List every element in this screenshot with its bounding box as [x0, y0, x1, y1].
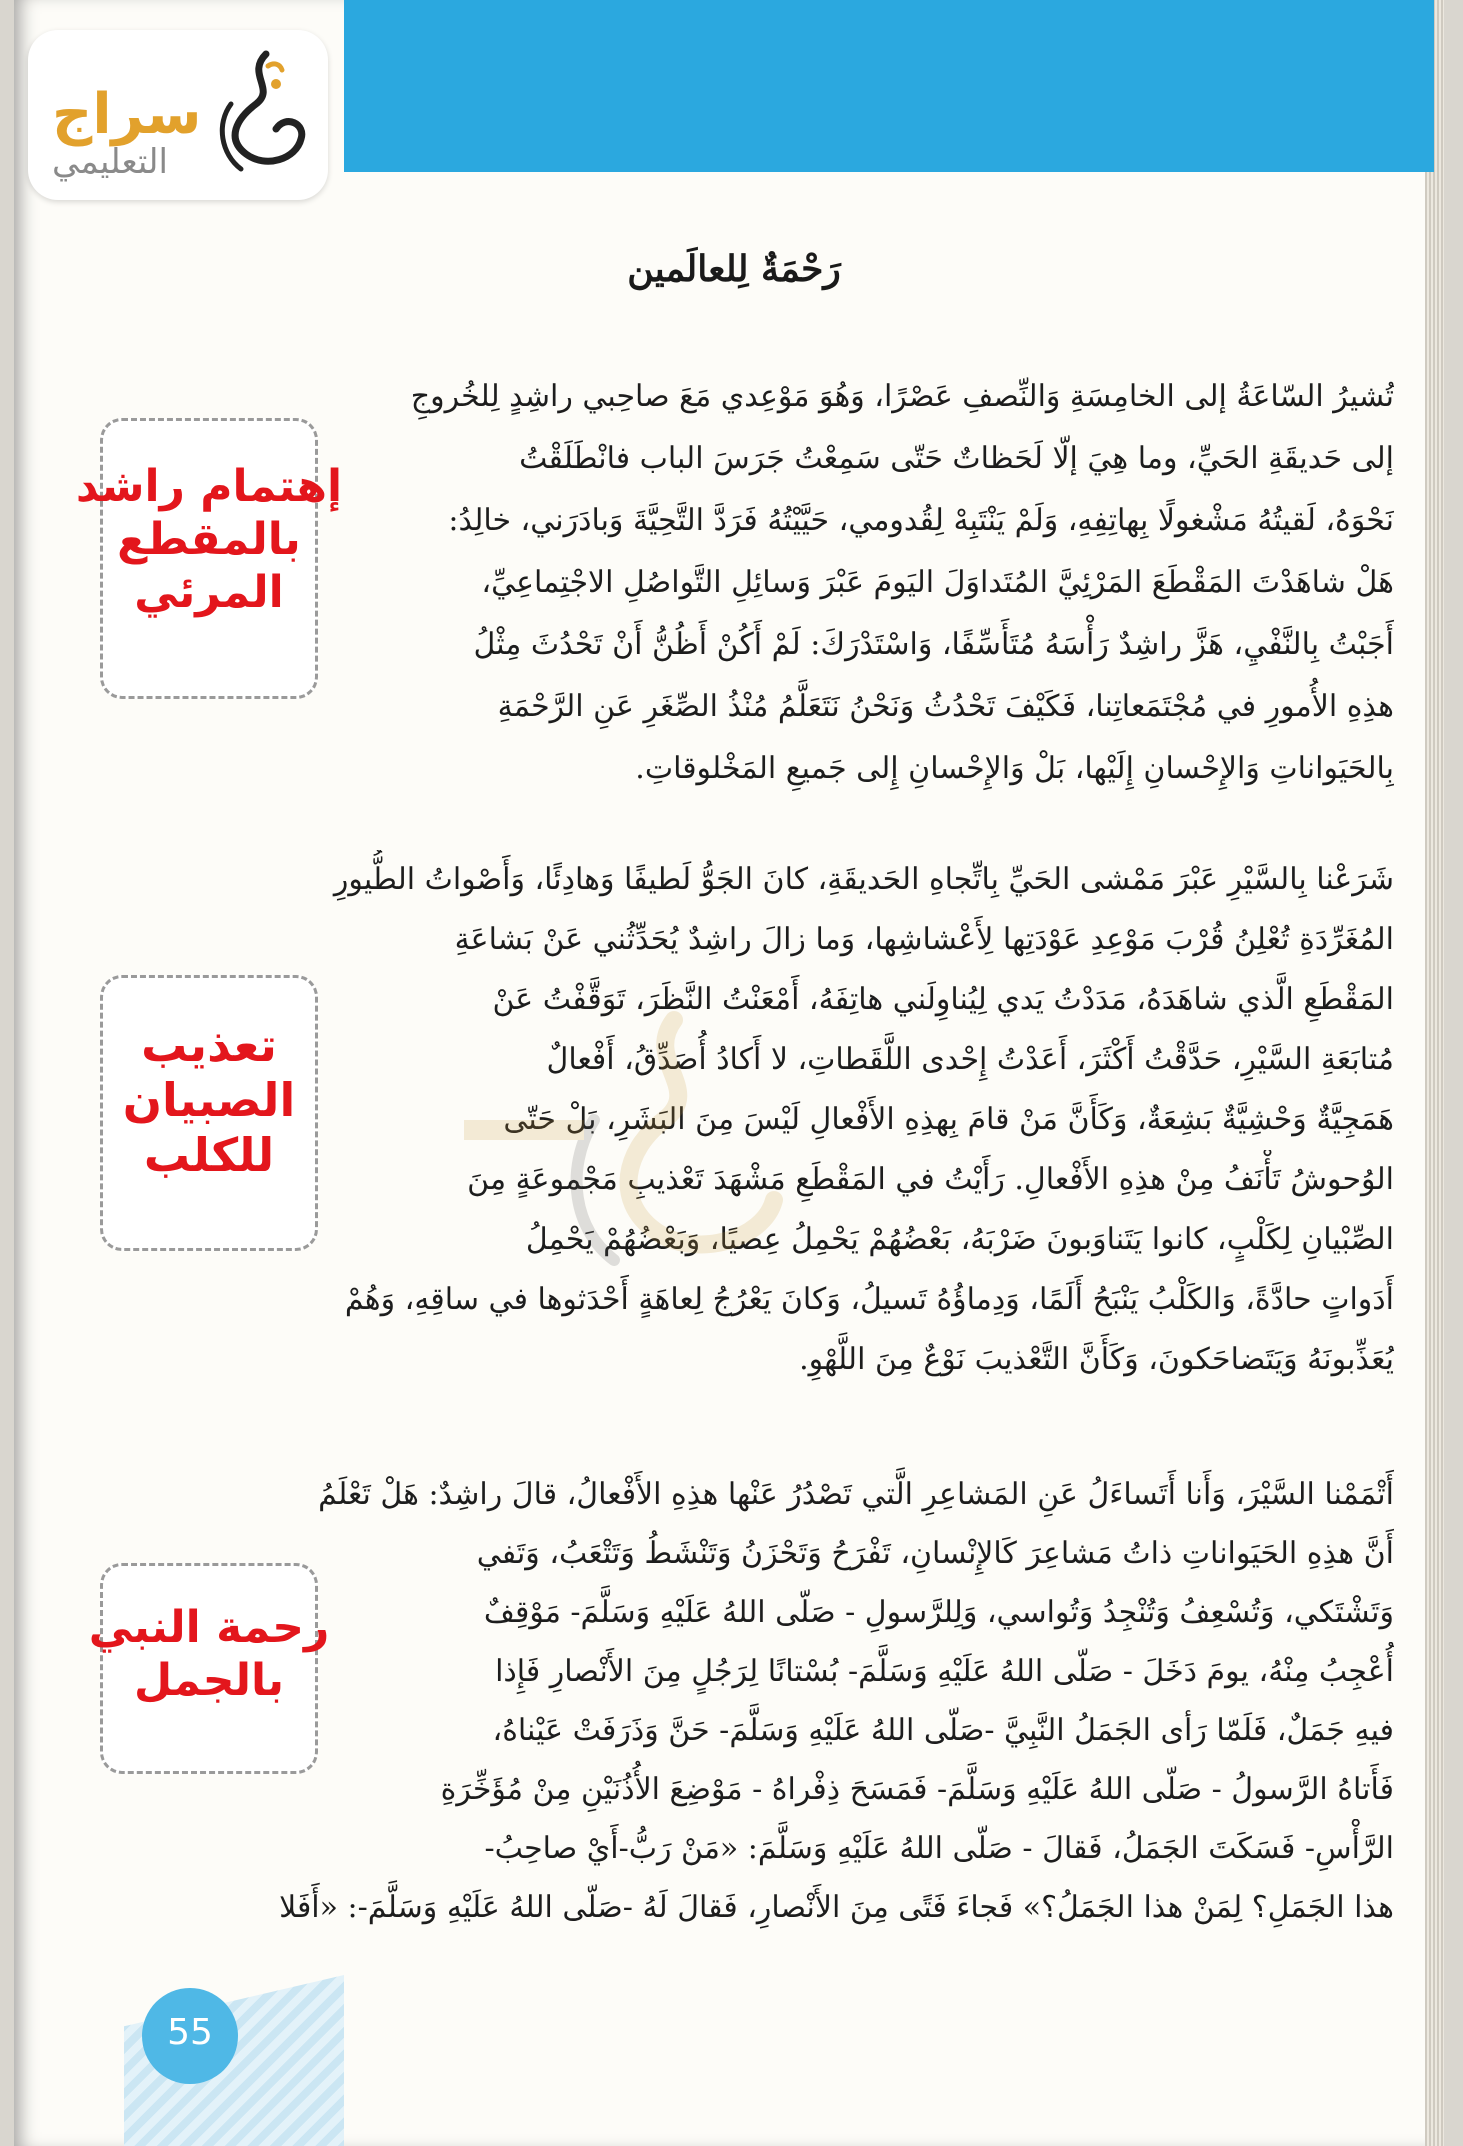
paragraph-3: [164, 1465, 1394, 1937]
paragraph-line: هذا الجَمَلِ؟ لِمَنْ هذا الجَمَلُ؟» فَجاءَ فَتًى مِنَ الأَنْصارِ، فَقالَ لَهُ -صَلّى اللهُ عَلَيْهِ وَسَلَّمَ-: «أَفَلا: [279, 1890, 1394, 1925]
page-number-badge: [142, 1988, 238, 2084]
paragraph-line: هذِهِ الأُمورِ في مُجْتَمَعاتِنا، فَكَيْفَ تَحْدُثُ وَنَحْنُ نَتَعَلَّمُ مُنْذُ الصِّغَرِ عَنِ الرَّحْمَةِ: [497, 689, 1394, 724]
logo-subtitle: التعليمي: [52, 142, 168, 182]
paragraph-line: أَدَواتٍ حادَّةً، وَالكَلْبُ يَنْبَحُ أَلَمًا، وَدِماؤُهُ تَسيلُ، وَكانَ يَعْرُجُ لِعاهَةٍ أَحْدَثوها في ساقِهِ، وَهُمْ: [344, 1282, 1394, 1317]
paragraph-line: المُغَرِّدَةِ تُعْلِنُ قُرْبَ مَوْعِدِ عَوْدَتِها لِأَعْشاشِها، وَما زالَ راشِدٌ يُحَدِّثُني عَنْ بَشاعَةِ: [454, 922, 1394, 957]
side-note-rashid-interest: [75, 418, 343, 699]
side-note-line: المرئي: [134, 566, 284, 618]
paragraph-line: إلى حَديقَةِ الحَيِّ، وما هِيَ إلّا لَحَظاتٌ حَتّى سَمِعْتُ جَرَسَ الباب فانْطَلَقْتُ: [519, 441, 1394, 476]
paragraph-line: الصِّبْيانِ لِكَلْبٍ، كانوا يَتَناوَبونَ ضَرْبَهُ، بَعْضُهُمْ يَحْمِلُ عِصيًا، وَبَعْضُهُمْ يَحْمِلُ: [525, 1222, 1394, 1257]
paragraph-line: وَتَشْتَكي، وَتُسْعِفُ وَتُنْجِدُ وَتُواسي، وَلِلرَّسولِ - صَلّى اللهُ عَلَيْهِ وَسَلَّمَ- مَوْقِفٌ: [483, 1595, 1394, 1630]
paragraph-line: الرَّأْسِ- فَسَكَتَ الجَمَلُ، فَقالَ - صَلّى اللهُ عَلَيْهِ وَسَلَّمَ: «مَنْ رَبُّ-أَيْ صاحِبُ-: [484, 1831, 1394, 1866]
paragraph-line: أَنَّ هذِهِ الحَيَواناتِ ذاتُ مَشاعِرَ كَالإِنْسانِ، تَفْرَحُ وَتَحْزَنُ وَتَنْشَطُ وَتَتْعَبُ، وَتَفي: [476, 1536, 1394, 1571]
paragraph-2: [204, 850, 1394, 1390]
paragraph-line: أَتْمَمْنا السَّيْرَ، وَأَنا أَتَساءَلُ عَنِ المَشاعِرِ الَّتي تَصْدُرُ عَنْها هذِهِ الأَفْعالُ، قالَ راشِدٌ: هَلْ تَعْلَمُ: [318, 1477, 1394, 1512]
paragraph-line: أُعْجِبُ مِنْهُ، يومَ دَخَلَ - صَلّى اللهُ عَلَيْهِ وَسَلَّمَ- بُسْتانًا لِرَجُلٍ مِنَ الأَنْصارِ فَإِذا: [495, 1654, 1394, 1689]
paragraph-line: هَمَجِيَّةٌ وَحْشِيَّةٌ بَشِعَةٌ، وَكَأَنَّ مَنْ قامَ بِهذِهِ الأَفْعالِ لَيْسَ مِنَ البَشَرِ، بَلْ حَتّى: [503, 1102, 1394, 1137]
paragraph-line: أَجَبْتُ بِالنَّفْيِ، هَزَّ راشِدٌ رَأْسَهُ مُتَأَسِّفًا، وَاسْتَدْرَكَ: لَمْ أَكُنْ أَظُنُّ أَنْ تَحْدُثَ مِثْلُ: [473, 627, 1394, 662]
side-note-text: [73, 1602, 345, 1708]
side-note-prophet-camel: [88, 1563, 330, 1774]
paragraph-line: مُتابَعَةِ السَّيْرِ، حَدَّقْتُ أَكْثَرَ، أَعَدْتُ إِحْدى اللَّقَطاتِ، لا أَكادُ أُصَدِّقُ، أَفْعالٌ: [546, 1042, 1394, 1077]
paragraph-line: فَأَتاهُ الرَّسولُ - صَلّى اللهُ عَلَيْهِ وَسَلَّمَ- فَمَسَحَ ذِفْراهُ - مَوْضِعَ الأُذُنَيْنِ مِنْ مُؤَخِّرَةِ: [440, 1772, 1394, 1807]
side-note-line: الصبيان: [122, 1073, 296, 1128]
paragraph-line: بِالحَيَواناتِ وَالإِحْسانِ إِلَيْها، بَلْ وَالإِحْسانِ إِلى جَميعِ المَخْلوقاتِ.: [635, 751, 1394, 786]
side-note-line: للكلب: [143, 1128, 275, 1183]
side-note-dog-torture: [100, 975, 318, 1251]
paragraph-1: [304, 366, 1394, 800]
paragraph-line: تُشيرُ السّاعَةُ إلى الخامِسَةِ وَالنِّصفِ عَصْرًا، وَهُوَ مَوْعِدي مَعَ صاحِبي راشِدٍ لِلخُروجِ: [410, 379, 1394, 414]
paragraph-line: هَلْ شاهَدْتَ المَقْطَعَ المَرْئِيَّ المُتَداوَلَ اليَومَ عَبْرَ وَسائِلِ التَّواصُلِ الاجْتِماعِيِّ،: [481, 565, 1394, 600]
page-number: 55: [167, 2012, 213, 2053]
paragraph-line: يُعَذِّبونَهُ وَيَتَضاحَكونَ، وَكَأَنَّ التَّعْذيبَ نَوْعٌ مِنَ اللَّهْوِ.: [799, 1342, 1394, 1377]
side-note-line: بالجمل: [133, 1654, 285, 1706]
paragraph-line: فيهِ جَمَلٌ، فَلَمّا رَأى الجَمَلُ النَّبِيَّ -صَلّى اللهُ عَلَيْهِ وَسَلَّمَ- حَنَّ وَذَرَفَتْ عَيْناهُ،: [492, 1713, 1394, 1748]
side-note-line: بالمقطع: [117, 513, 301, 565]
book-page: [14, 0, 1444, 2146]
side-note-line: رحمة النبي: [88, 1602, 330, 1653]
paragraph-line: الوُحوشُ تَأْنَفُ مِنْ هذِهِ الأَفْعالِ. رَأَيْتُ في المَقْطَعِ مَشْهَدَ تَعْذيبِ مَجْموعَةٍ مِنَ: [467, 1162, 1394, 1197]
paragraph-line: شَرَعْنا بِالسَّيْرِ عَبْرَ مَمْشى الحَيِّ بِاتِّجاهِ الحَديقَةِ، كانَ الجَوُّ لَطيفًا وَهادِئًا، وَأَصْواتُ الطُّيورِ: [333, 862, 1394, 897]
document-title: رَحْمَةٌ لِلعالَمين: [627, 248, 841, 290]
header-band: [344, 0, 1434, 172]
logo: [28, 30, 328, 200]
side-note-text: [73, 1018, 345, 1184]
page-edge: [1425, 0, 1444, 2146]
side-note-line: إهتمام راشد: [75, 461, 343, 512]
paragraph-line: نَحْوَهُ، لَقيتُهُ مَشْغولًا بِهاتِفِهِ، وَلَمْ يَنْتَبِهْ لِقُدومي، حَيَّيْتُهُ فَرَدَّ التَّحِيَّةَ وَبادَرَني، خالِدُ:: [448, 503, 1394, 538]
logo-title: سراج: [52, 82, 202, 147]
side-note-line: تعذيب: [141, 1018, 277, 1072]
logo-calligraphy-icon: [206, 44, 316, 184]
side-note-text: [73, 461, 345, 619]
paragraph-line: المَقْطَعِ الَّذي شاهَدَهُ، مَدَدْتُ يَدي لِيُناوِلَني هاتِفَهُ، أَمْعَنْتُ النَّظَرَ، تَوَقَّفْتُ عَنْ: [492, 982, 1394, 1017]
